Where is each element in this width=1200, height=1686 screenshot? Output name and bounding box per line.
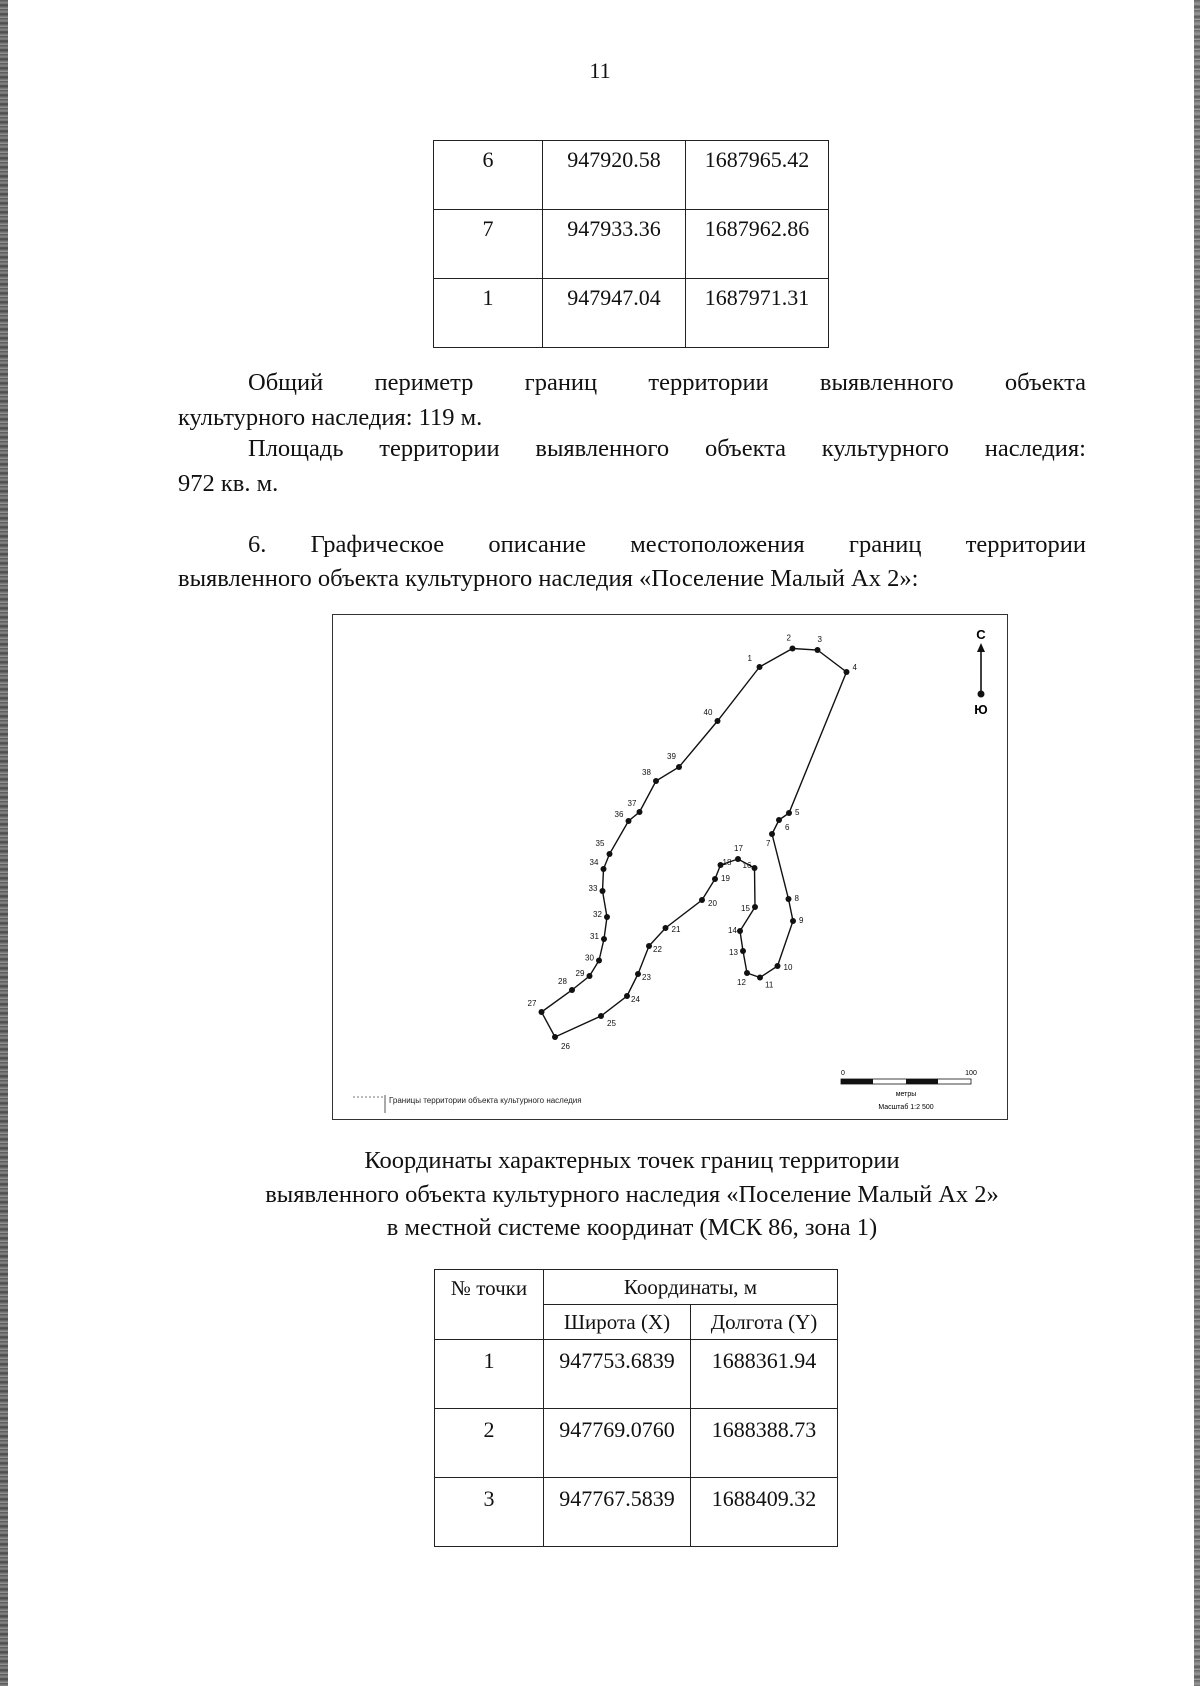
boundary-point-label-24: 24	[631, 995, 640, 1004]
page-number: 11	[589, 58, 611, 83]
scan-edge-left	[0, 0, 8, 1686]
boundary-point-label-34: 34	[589, 858, 599, 867]
boundary-point-label-17: 17	[734, 844, 743, 853]
boundary-point-17	[735, 856, 741, 862]
boundary-point-38	[653, 778, 659, 784]
boundary-point-20	[699, 897, 705, 903]
boundary-point-34	[601, 866, 607, 872]
y-coordinate-cell: 1688409.32	[691, 1478, 838, 1547]
x-coordinate-cell: 947753.6839	[544, 1340, 691, 1409]
scale-end-label: 100	[965, 1070, 977, 1077]
header-point-number: № точки	[435, 1270, 544, 1340]
boundary-point-3	[815, 647, 821, 653]
boundary-point-33	[600, 888, 606, 894]
boundary-point-label-20: 20	[708, 899, 717, 908]
boundary-point-label-15: 15	[741, 904, 750, 913]
boundary-point-label-14: 14	[728, 926, 737, 935]
boundary-point-22	[646, 943, 652, 949]
boundary-point-label-13: 13	[729, 948, 738, 957]
y-coordinate-cell: 1688361.94	[691, 1340, 838, 1409]
table-row	[435, 1478, 838, 1547]
boundary-point-35	[607, 851, 613, 857]
boundary-point-1	[757, 664, 763, 670]
x-coordinate-cell: 947920.58	[543, 141, 686, 210]
boundary-point-label-5: 5	[795, 808, 800, 817]
boundary-map-canvas	[333, 615, 1007, 1119]
boundary-point-29	[587, 973, 593, 979]
boundary-point-9	[790, 918, 796, 924]
point-number-cell: 6	[434, 141, 543, 210]
boundary-point-label-4: 4	[852, 663, 857, 672]
boundary-point-32	[604, 914, 610, 920]
coordinates-table	[434, 1269, 838, 1547]
boundary-point-label-23: 23	[642, 973, 651, 982]
coordinates-table-continued	[433, 140, 829, 348]
boundary-points-layer	[528, 634, 858, 1052]
boundary-point-label-38: 38	[642, 768, 651, 777]
boundary-map	[332, 614, 1008, 1120]
section-6-heading-line-1: 6. Графическое описание местоположения границ территории	[248, 531, 1086, 558]
boundary-point-23	[635, 971, 641, 977]
boundary-point-15	[752, 904, 758, 910]
boundary-point-label-29: 29	[575, 969, 585, 978]
table-row	[434, 279, 829, 348]
boundary-point-label-8: 8	[794, 894, 799, 903]
boundary-point-label-9: 9	[799, 916, 804, 925]
header-coordinates: Координаты, м	[544, 1270, 838, 1305]
boundary-point-30	[596, 958, 602, 964]
x-coordinate-cell: 947767.5839	[544, 1478, 691, 1547]
y-coordinate-cell: 1687962.86	[686, 210, 829, 279]
section-6-heading-line-2: выявленного объекта культурного наследия «Поселение Малый Ах 2»:	[178, 565, 919, 592]
boundary-point-label-22: 22	[653, 945, 662, 954]
legend-text: Границы территории объекта культурного наследия	[389, 1096, 582, 1105]
boundary-point-21	[663, 925, 669, 931]
area-line-2: 972 кв. м.	[178, 470, 279, 497]
boundary-point-label-19: 19	[721, 874, 730, 883]
scan-edge-right	[1194, 0, 1200, 1686]
coordinates-caption-line-1: Координаты характерных точек границ территории	[364, 1147, 900, 1174]
south-label: Ю	[974, 702, 988, 717]
boundary-point-label-1: 1	[747, 654, 752, 663]
boundary-point-28	[569, 987, 575, 993]
boundary-point-37	[637, 809, 643, 815]
boundary-point-label-12: 12	[737, 978, 746, 987]
boundary-point-7	[769, 831, 775, 837]
boundary-point-label-11: 11	[765, 980, 774, 990]
point-number-cell: 2	[435, 1409, 544, 1478]
boundary-point-label-31: 31	[590, 932, 599, 941]
boundary-point-label-32: 32	[593, 910, 602, 919]
coordinates-caption-line-3: в местной системе координат (МСК 86, зона 1)	[386, 1214, 878, 1241]
boundary-point-label-10: 10	[783, 963, 793, 972]
header-longitude: Долгота (Y)	[691, 1305, 838, 1340]
header-latitude: Широта (X)	[544, 1305, 691, 1340]
boundary-point-label-6: 6	[785, 823, 790, 832]
boundary-point-label-26: 26	[561, 1042, 570, 1051]
boundary-point-label-36: 36	[614, 810, 624, 819]
boundary-point-5	[786, 810, 792, 816]
y-coordinate-cell: 1688388.73	[691, 1409, 838, 1478]
boundary-point-12	[744, 970, 750, 976]
scale-unit-label: метры	[895, 1091, 917, 1098]
scale-bar-segment	[841, 1079, 873, 1084]
map-legend	[353, 1095, 582, 1113]
north-label: С	[976, 627, 986, 642]
table-row	[435, 1340, 838, 1409]
boundary-point-24	[624, 993, 630, 999]
boundary-point-label-33: 33	[588, 884, 598, 893]
boundary-point-label-3: 3	[817, 635, 822, 644]
table-row	[434, 210, 829, 279]
boundary-point-label-25: 25	[607, 1019, 616, 1028]
y-coordinate-cell: 1687971.31	[686, 279, 829, 348]
boundary-point-19	[712, 876, 718, 882]
boundary-point-label-35: 35	[595, 839, 605, 848]
table-row	[435, 1409, 838, 1478]
boundary-point-label-28: 28	[558, 977, 567, 986]
boundary-point-label-30: 30	[585, 953, 594, 963]
point-number-cell: 7	[434, 210, 543, 279]
boundary-point-36	[626, 818, 632, 824]
boundary-point-16	[752, 865, 758, 871]
point-number-cell: 1	[435, 1340, 544, 1409]
boundary-point-label-18: 18	[722, 858, 732, 867]
point-number-cell: 1	[434, 279, 543, 348]
boundary-point-27	[539, 1009, 545, 1015]
north-arrow-head-icon	[977, 643, 985, 652]
perimeter-line-2: культурного наследия: 119 м.	[178, 404, 483, 431]
north-arrow-base	[978, 691, 985, 698]
y-coordinate-cell: 1687965.42	[686, 141, 829, 210]
table-row	[434, 141, 829, 210]
boundary-point-6	[776, 817, 782, 823]
boundary-point-39	[676, 764, 682, 770]
boundary-point-label-21: 21	[671, 925, 681, 934]
boundary-point-25	[598, 1013, 604, 1019]
boundary-point-label-27: 27	[527, 999, 537, 1008]
boundary-point-label-39: 39	[667, 752, 676, 761]
boundary-point-label-16: 16	[742, 861, 752, 870]
boundary-point-13	[740, 948, 746, 954]
boundary-point-11	[757, 975, 763, 981]
coordinates-caption-line-2: выявленного объекта культурного наследия «Поселение Малый Ах 2»	[265, 1181, 999, 1208]
boundary-point-31	[601, 936, 607, 942]
scale-bar-segment	[906, 1079, 938, 1084]
point-number-cell: 3	[435, 1478, 544, 1547]
x-coordinate-cell: 947933.36	[543, 210, 686, 279]
boundary-polygon	[542, 649, 847, 1038]
x-coordinate-cell: 947947.04	[543, 279, 686, 348]
boundary-point-40	[715, 718, 721, 724]
boundary-point-14	[737, 928, 743, 934]
boundary-point-4	[844, 669, 850, 675]
table-header-row	[435, 1270, 838, 1305]
scale-ratio-label: Масштаб 1:2 500	[878, 1104, 934, 1111]
north-arrow	[974, 627, 987, 717]
boundary-point-10	[775, 963, 781, 969]
boundary-point-8	[786, 896, 792, 902]
boundary-point-26	[552, 1034, 558, 1040]
boundary-point-2	[790, 646, 796, 652]
boundary-point-label-2: 2	[786, 633, 791, 643]
x-coordinate-cell: 947769.0760	[544, 1409, 691, 1478]
scale-bar	[841, 1070, 977, 1111]
boundary-point-label-40: 40	[703, 708, 713, 717]
scale-start-label: 0	[841, 1070, 845, 1077]
perimeter-line-1: Общий периметр границ территории выявленного объекта	[248, 369, 1086, 396]
boundary-point-label-7: 7	[766, 839, 771, 848]
area-line-1: Площадь территории выявленного объекта культурного наследия:	[248, 435, 1086, 462]
boundary-point-label-37: 37	[627, 799, 637, 808]
